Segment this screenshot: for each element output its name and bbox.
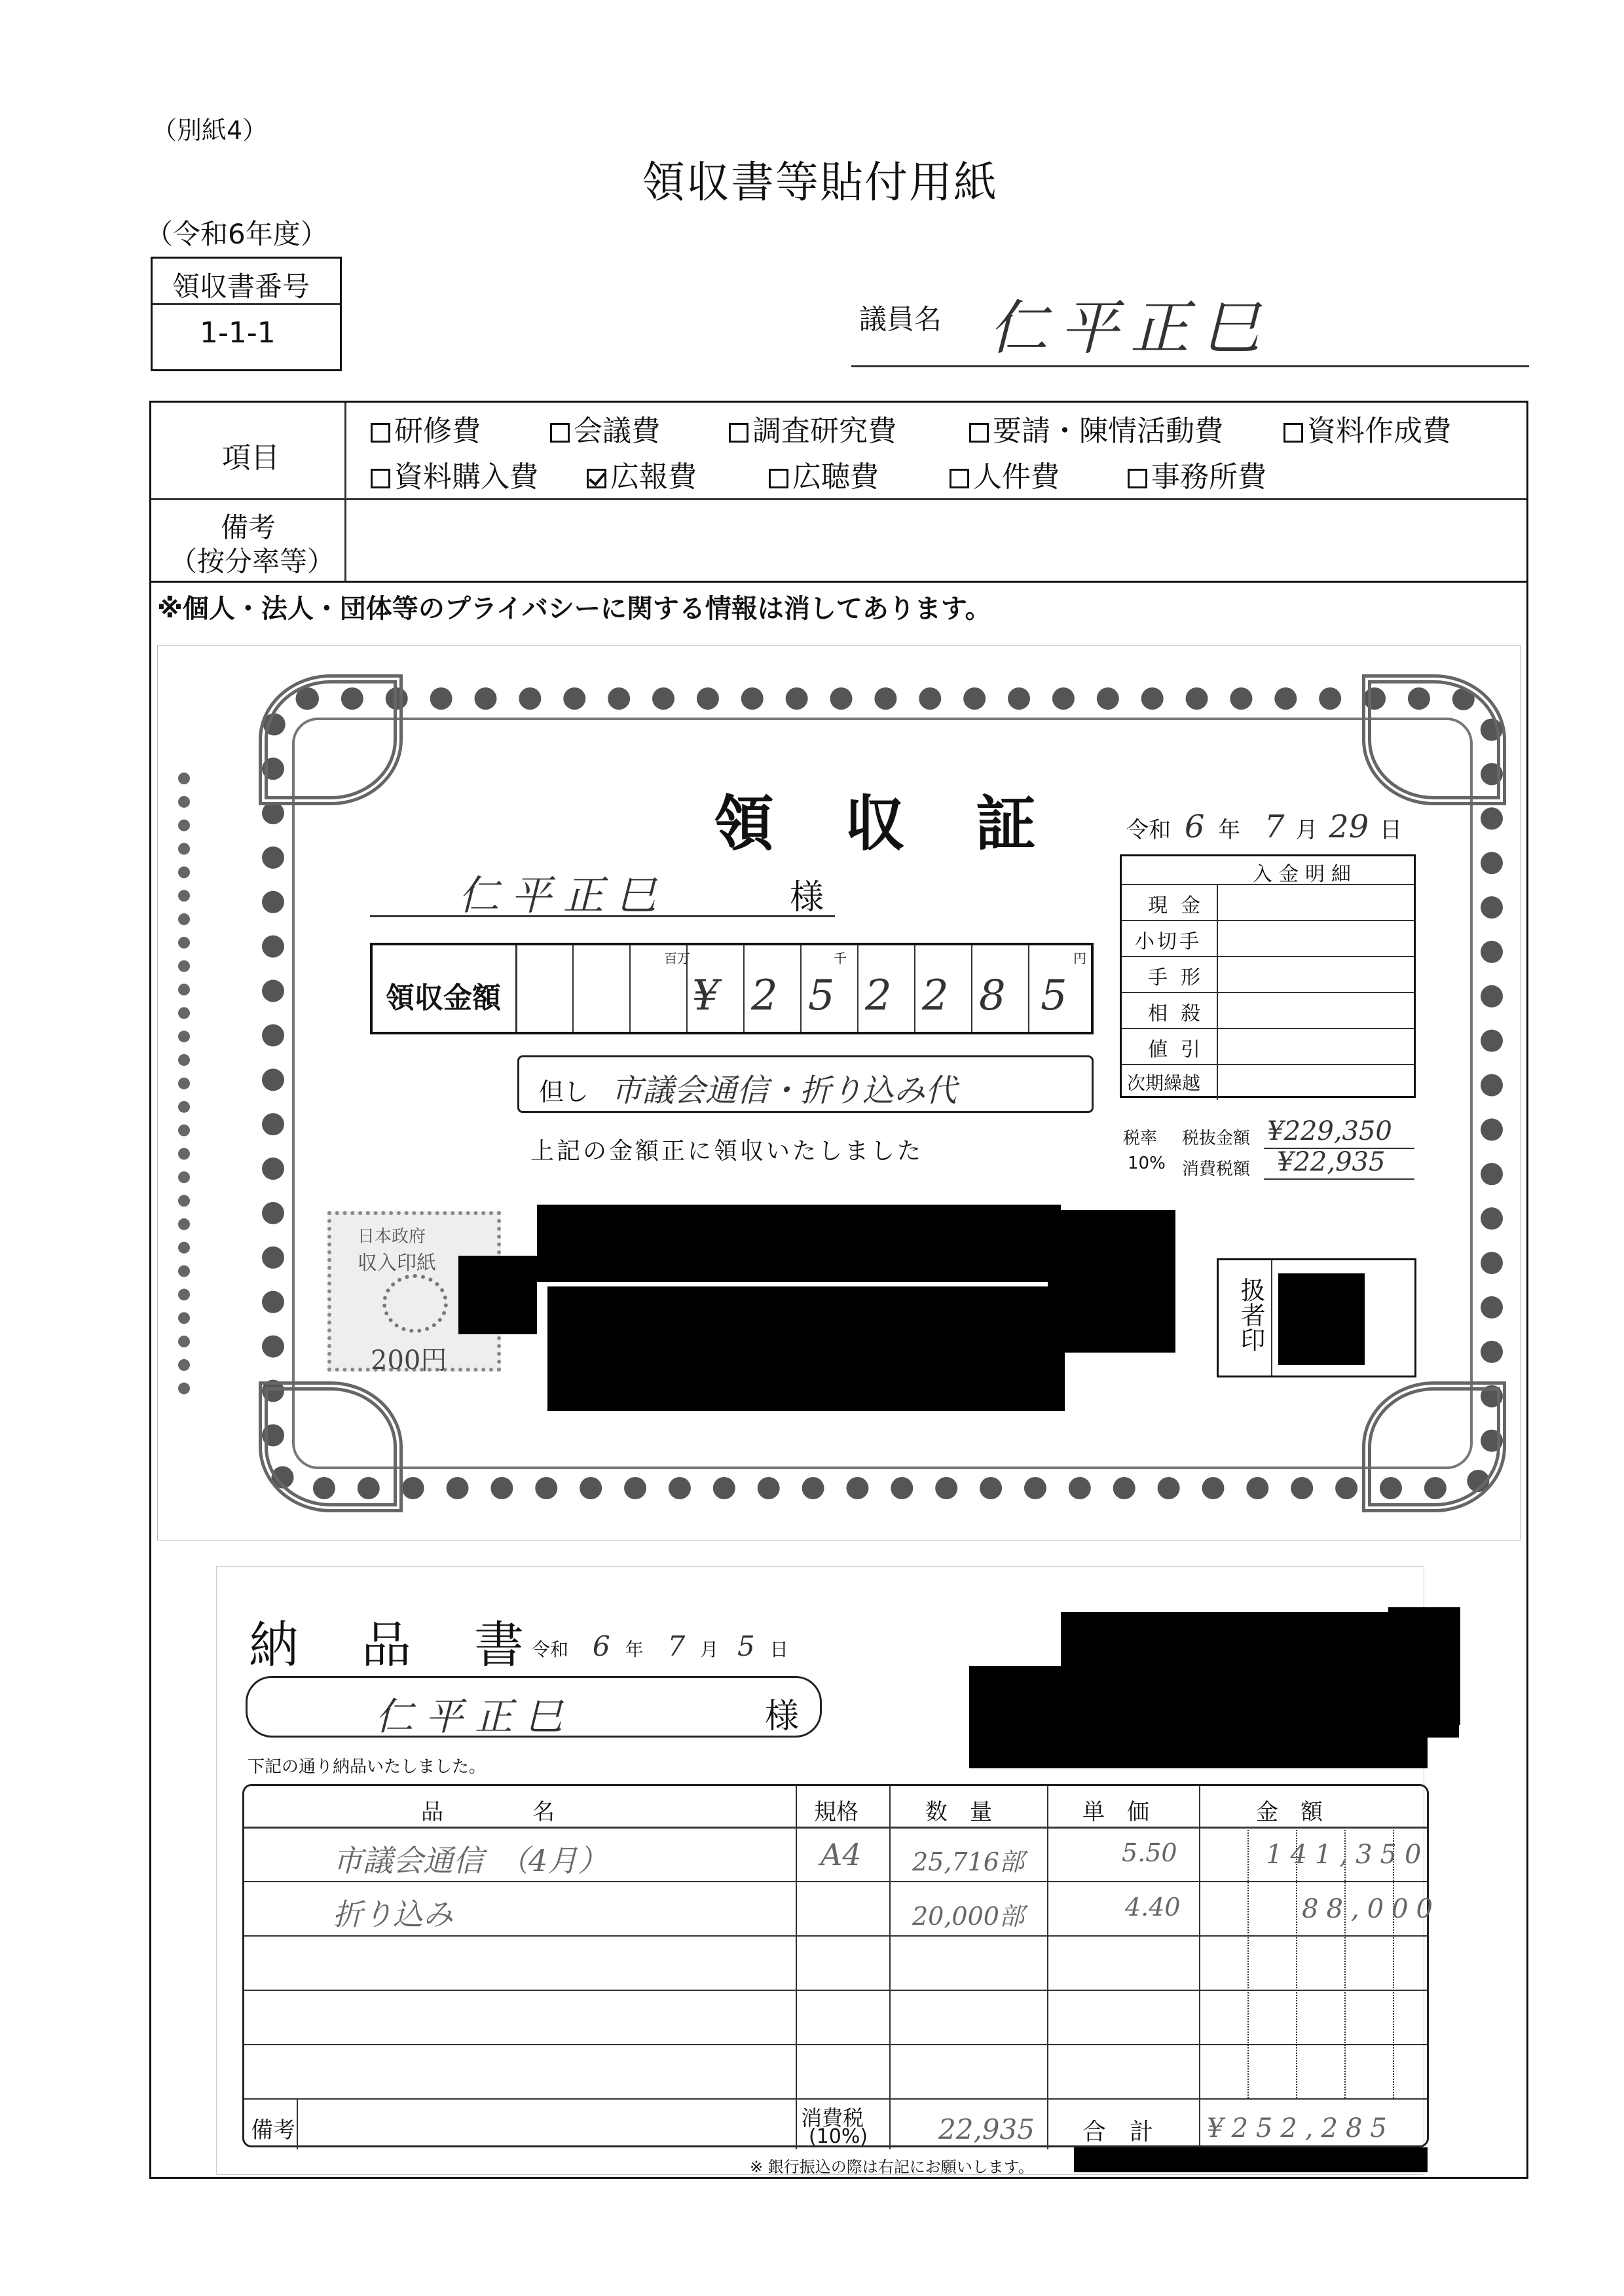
checkbox-icon[interactable] bbox=[1283, 423, 1303, 443]
memo-text: 市議会通信・折り込み代 bbox=[611, 1072, 957, 1109]
receipt-title: 領 収 証 bbox=[714, 788, 1042, 859]
amount-box bbox=[370, 943, 1094, 1034]
member-name-label: 議員名 bbox=[859, 303, 942, 335]
checkbox-icon[interactable] bbox=[969, 423, 989, 443]
member-name-underline bbox=[851, 365, 1529, 367]
unit-million: 百万 bbox=[664, 951, 690, 966]
fiscal-year: （令和6年度） bbox=[145, 218, 328, 250]
revenue-stamp-label: 収入印紙 bbox=[358, 1252, 436, 1275]
amount-digit: 8 bbox=[979, 972, 1006, 1020]
received-text: 上記の金額正に領収いたしました bbox=[530, 1138, 924, 1165]
checkbox-icon[interactable] bbox=[550, 423, 570, 443]
checkbox-icon[interactable] bbox=[1128, 469, 1147, 488]
category-kochohi[interactable]: 広聴費 bbox=[769, 453, 879, 495]
category-kohohi[interactable]: 広報費 bbox=[587, 453, 697, 495]
member-name: 仁平正巳 bbox=[989, 294, 1272, 363]
tax-value: 22,935 bbox=[938, 2113, 1035, 2145]
breakdown-row-label: 相殺 bbox=[1148, 1002, 1213, 1025]
redaction-block bbox=[1048, 1210, 1175, 1353]
privacy-note: ※個人・法人・団体等のプライバシーに関する情報は消してあります。 bbox=[157, 594, 991, 624]
corner-ornament-bottom-right-icon bbox=[1362, 1381, 1506, 1512]
row-item: 市議会通信 （4月） bbox=[333, 1843, 608, 1878]
page-title: 領収書等貼付用紙 bbox=[642, 157, 998, 208]
receipt-payee: 仁平正巳 bbox=[458, 871, 669, 919]
remarks-label: 備考 bbox=[251, 2117, 295, 2143]
redaction-block bbox=[1278, 1273, 1365, 1365]
tax-label: 消費税 bbox=[801, 2105, 864, 2130]
amount-label: 領収金額 bbox=[386, 981, 501, 1015]
corner-ornament-top-right-icon bbox=[1362, 674, 1506, 805]
checkbox-icon[interactable] bbox=[371, 469, 390, 488]
redaction-block bbox=[969, 1666, 1428, 1768]
column-header-item: 品 名 bbox=[421, 1799, 555, 1825]
remarks-label: 備考 bbox=[221, 511, 276, 543]
column-header-spec: 規格 bbox=[814, 1799, 858, 1825]
redaction-block bbox=[1074, 2147, 1428, 2172]
breakdown-title: 入金明細 bbox=[1253, 863, 1357, 886]
row-amount: 141,350 bbox=[1266, 1840, 1430, 1870]
delivery-date: 令和 6 年 7 月 5 日 bbox=[532, 1630, 788, 1662]
pre-tax-amount: ¥229,350 bbox=[1267, 1116, 1392, 1146]
category-shiryo-sakusei[interactable]: 資料作成費 bbox=[1283, 407, 1451, 449]
pre-tax-label: 税抜金額 bbox=[1182, 1129, 1251, 1148]
redaction-block bbox=[537, 1205, 1061, 1282]
breakdown-row-label: 手形 bbox=[1148, 966, 1213, 989]
amount-digit: 2 bbox=[751, 972, 778, 1020]
category-kenshuhi[interactable]: 研修費 bbox=[371, 407, 481, 449]
row-unit-price: 5.50 bbox=[1122, 1838, 1177, 1867]
breakdown-row-label: 値引 bbox=[1148, 1038, 1213, 1061]
row-item: 折り込み bbox=[333, 1897, 453, 1932]
total-value: ¥252,285 bbox=[1207, 2113, 1395, 2143]
attachment-label: （別紙4） bbox=[152, 116, 268, 145]
payee-underline bbox=[370, 915, 835, 917]
unit-thousand: 千 bbox=[834, 951, 847, 966]
category-jimushohi[interactable]: 事務所費 bbox=[1128, 453, 1266, 495]
tax-rate: 10% bbox=[1128, 1154, 1166, 1173]
redaction-block bbox=[1388, 1607, 1460, 1725]
memo-prefix: 但し bbox=[539, 1078, 589, 1106]
row-unit-price: 4.40 bbox=[1125, 1893, 1181, 1922]
receipt-number: 1-1-1 bbox=[200, 316, 276, 350]
amount-digit: 5 bbox=[1041, 972, 1067, 1020]
unit-yen: 円 bbox=[1073, 951, 1086, 966]
delivery-table bbox=[242, 1784, 1441, 2148]
receipt-honorific: 様 bbox=[790, 878, 824, 917]
breakdown-row-label: 次期繰越 bbox=[1127, 1072, 1201, 1094]
revenue-stamp-issuer: 日本政府 bbox=[358, 1227, 426, 1247]
payment-breakdown-table bbox=[1120, 854, 1416, 1098]
revenue-stamp-value: 200円 bbox=[371, 1345, 447, 1376]
corner-ornament-top-left-icon bbox=[259, 674, 403, 805]
tax-amount-label: 消費税額 bbox=[1182, 1159, 1251, 1179]
row-qty: 25,716部 bbox=[912, 1848, 1024, 1876]
column-header-amount: 金 額 bbox=[1256, 1799, 1323, 1825]
corner-ornament-bottom-left-icon bbox=[259, 1381, 403, 1512]
total-label: 合 計 bbox=[1082, 2119, 1154, 2145]
delivery-intro: 下記の通り納品いたしました。 bbox=[248, 1757, 487, 1777]
column-header-qty: 数 量 bbox=[925, 1799, 992, 1825]
tax-amount: ¥22,935 bbox=[1277, 1147, 1386, 1177]
amount-digit: 5 bbox=[808, 972, 835, 1020]
item-label: 項目 bbox=[222, 441, 280, 475]
remarks-sublabel: （按分率等） bbox=[170, 545, 335, 577]
row-spec: A4 bbox=[821, 1837, 862, 1872]
checkbox-icon[interactable] bbox=[371, 423, 390, 443]
breakdown-row-label: 現金 bbox=[1148, 894, 1213, 917]
memo-box bbox=[517, 1055, 1094, 1113]
customer-name: 仁平正巳 bbox=[375, 1694, 575, 1739]
customer-honorific: 様 bbox=[765, 1697, 800, 1736]
tax-rate-note: (10%) bbox=[809, 2125, 868, 2148]
cherry-blossom-icon bbox=[382, 1274, 448, 1333]
receipt-date: 令和 6 年 7 月 29 日 bbox=[1126, 809, 1403, 845]
amount-digit: 2 bbox=[922, 972, 949, 1020]
category-yosei[interactable]: 要請・陳情活動費 bbox=[969, 407, 1223, 449]
receipt-number-box bbox=[151, 257, 342, 371]
breakdown-row-label: 小切手 bbox=[1135, 930, 1202, 953]
checkbox-icon[interactable] bbox=[950, 469, 969, 488]
row-qty: 20,000部 bbox=[912, 1902, 1024, 1931]
delivery-title: 納 品 書 bbox=[249, 1616, 530, 1674]
receipt-number-label: 領収書番号 bbox=[172, 270, 310, 302]
checkbox-icon[interactable] bbox=[729, 423, 748, 443]
bank-transfer-note: ※ 銀行振込の際は右記にお願いします。 bbox=[750, 2158, 1034, 2176]
tax-rate-label: 税率 bbox=[1123, 1129, 1158, 1148]
amount-digit: 2 bbox=[865, 972, 892, 1020]
handler-stamp-label: 扱者印 bbox=[1236, 1277, 1265, 1352]
checkbox-icon[interactable] bbox=[769, 469, 788, 488]
customer-box bbox=[246, 1676, 822, 1738]
checkbox-checked-icon[interactable] bbox=[587, 469, 606, 488]
amount-digit: ¥ bbox=[692, 972, 719, 1020]
redaction-block bbox=[547, 1286, 1065, 1411]
redaction-block bbox=[458, 1256, 537, 1334]
column-header-unit-price: 単 価 bbox=[1082, 1799, 1149, 1825]
perforation-edge bbox=[178, 773, 204, 1394]
category-shiryo-konyu[interactable]: 資料購入費 bbox=[371, 453, 538, 495]
category-kaigihi[interactable]: 会議費 bbox=[550, 407, 660, 449]
category-chosa[interactable]: 調査研究費 bbox=[729, 407, 896, 449]
category-jinkenhi[interactable]: 人件費 bbox=[950, 453, 1060, 495]
row-amount: 88,000 bbox=[1302, 1894, 1441, 1924]
